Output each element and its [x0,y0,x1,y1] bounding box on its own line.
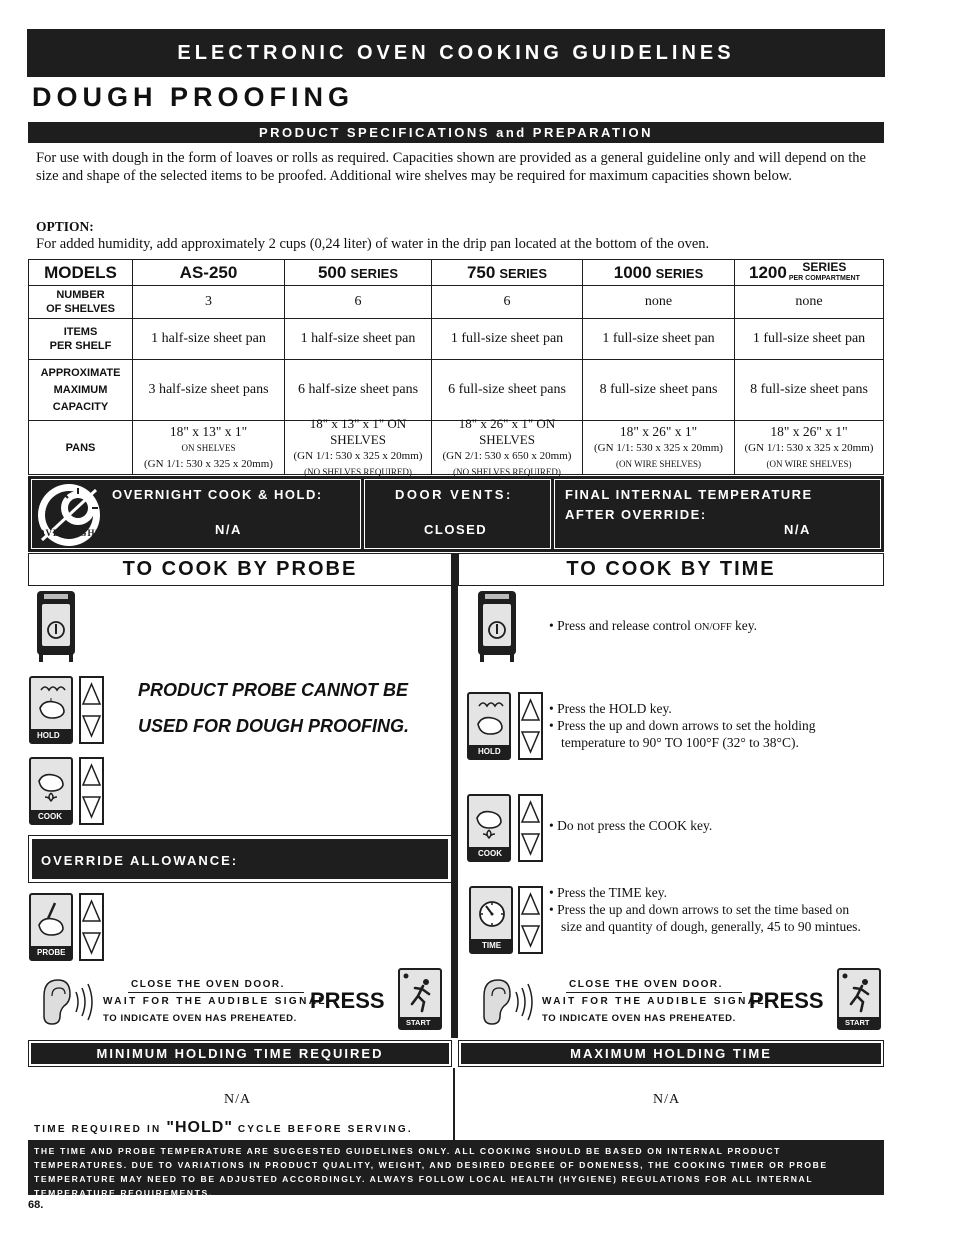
time-key[interactable] [469,886,513,954]
pan-note: (GN 1/1: 530 x 325 x 20mm) [594,441,723,454]
pan-note: (GN 2/1: 530 x 650 x 20mm) [442,449,572,462]
row-label-line: APPROXIMATE [40,366,121,379]
table-header-row [29,260,883,286]
row-label-line: NUMBER [56,289,105,301]
table-row [29,286,883,319]
pan-size: 18" x 13" x 1" [169,423,248,439]
door-vents-value: CLOSED [424,522,488,537]
hold-note-text: CYCLE BEFORE SERVING. [232,1124,413,1135]
pan-note: (ON WIRE SHELVES) [766,458,852,469]
model-col-4 [734,260,883,285]
time-arrows[interactable] [518,886,543,954]
page-title: DOUGH PROOFING [32,82,355,112]
step-text: • Press the up and down arrows to set the holding temperature to 90° TO 100°F (32° to 38°C). [549,718,816,750]
signal-line-2: WAIT FOR THE AUDIBLE SIGNAL [103,996,327,1007]
pan-note: (ON WIRE SHELVES) [616,458,701,469]
onoff-key-name: ON/OFF [694,622,732,633]
hold-arrows[interactable] [79,676,104,744]
hold-note-key: "HOLD" [166,1119,233,1136]
cook-chicken-icon [473,800,507,844]
model-name: 750 [466,262,496,282]
running-man-icon [400,970,440,1016]
door-vents [364,479,551,549]
row-label-pans: PANS [65,441,96,454]
hold-key[interactable] [29,676,73,744]
table-cell: 6 [431,286,582,318]
spec-table [28,259,884,475]
signal-line-3: TO INDICATE OVEN HAS PREHEATED. [542,1013,736,1024]
up-down-arrows-icon [81,895,102,959]
overnight-cook-hold-value: N/A [215,522,242,537]
table-row [29,415,883,477]
table-cell: 3 [132,286,284,318]
power-key-icon [36,590,76,662]
pan-note: (NO SHELVES REQUIRED) [304,466,412,477]
signal-line-1: CLOSE THE OVEN DOOR. [569,979,723,990]
row-label-line: ITEMS [63,326,98,338]
table-cell [284,415,431,477]
step-text: key. [731,618,758,633]
model-name: 1200 [749,262,787,282]
table-cell: 8 full-size sheet pans [582,360,734,420]
table-cell [431,415,582,477]
step-onoff [549,617,757,636]
intro-paragraph: For use with dough in the form of loaves or rolls as required. Capacities shown are provided as a general guideline only and will depend on the size and shape of the selected items to be proofed. Additional wire shelves may be required for maximum capacities shown below. [36,150,866,184]
up-down-arrows-icon [81,678,102,742]
press-label: PRESS [749,988,824,1013]
final-temp-value: N/A [784,522,811,537]
table-cell [582,421,734,474]
model-col-1 [284,260,431,285]
hold-chicken-icon [35,684,69,724]
up-down-arrows-icon [520,888,541,952]
min-holding-value: N/A [224,1092,252,1107]
holding-divider [453,1068,455,1140]
table-cell [132,421,284,474]
pan-size: 18" x 26" x 1" [770,423,848,439]
probe-chicken-icon [35,899,69,943]
table-cell: 1 half-size sheet pan [132,319,284,359]
row-label-line: PER SHELF [49,340,112,352]
start-key[interactable] [837,968,881,1030]
table-cell: 1 half-size sheet pan [284,319,431,359]
signal-line-2: WAIT FOR THE AUDIBLE SIGNAL [542,996,766,1007]
probe-note-line: USED FOR DOUGH PROOFING. [138,716,410,736]
row-label-capacity [29,360,132,420]
pan-size: 18" x 13" x 1" ON SHELVES [309,415,407,447]
probe-arrows[interactable] [79,893,104,961]
model-suffix: SERIES [655,265,704,281]
model-name: AS-250 [179,262,238,282]
model-col-3 [582,260,734,285]
cook-chicken-icon [35,763,69,807]
probe-note [138,672,438,744]
hold-key-label: HOLD [31,729,71,742]
override-allowance-label: OVERRIDE ALLOWANCE: [32,839,448,879]
table-cell: none [582,286,734,318]
overnight-cook-hold-label: OVERNIGHT COOK & HOLD: [112,487,323,502]
press-label: PRESS [310,988,385,1013]
override-allowance-box [28,835,452,883]
overnight-band [28,476,884,552]
overnight-logo-text: OVERNIGHT [37,528,103,538]
hold-arrows[interactable] [518,692,543,760]
table-cell: 6 full-size sheet pans [431,360,582,420]
option-label: OPTION: [36,219,94,234]
hold-key-label: HOLD [469,745,509,758]
cook-arrows[interactable] [79,757,104,825]
table-cell: 3 half-size sheet pans [132,360,284,420]
final-temp-label-1: FINAL INTERNAL TEMPERATURE [565,487,813,502]
row-label-line: OF SHELVES [46,303,115,315]
spec-bar: PRODUCT SPECIFICATIONS and PREPARATION [28,122,884,143]
pan-size: 18" x 26" x 1" [619,423,698,439]
final-temp-label-2: AFTER OVERRIDE: [565,507,707,522]
cook-by-time-heading: TO COOK BY TIME [458,553,884,586]
model-name: 500 [317,262,347,282]
pan-note: (GN 1/1: 530 x 325 x 20mm) [293,449,423,462]
pan-note: (NO SHELVES REQUIRED) [453,466,561,477]
table-cell [734,421,883,474]
signal-underline [128,992,304,993]
step-text: • Press and release control [549,618,695,633]
max-holding-bar [458,1040,884,1067]
power-key-icon [477,590,517,662]
model-col-0 [132,260,284,285]
cook-key[interactable] [467,794,511,862]
row-label-shelves [29,286,132,318]
cook-key[interactable] [29,757,73,825]
top-banner [28,30,884,76]
step-text: • Press the TIME key. [549,885,667,900]
table-cell: 8 full-size sheet pans [734,360,883,420]
model-suffix: SERIES [802,259,847,274]
hold-note-text: TIME REQUIRED IN [34,1124,167,1135]
hold-key[interactable] [467,692,511,760]
max-holding-value: N/A [653,1092,681,1107]
cook-arrows[interactable] [518,794,543,862]
probe-note-line: PRODUCT PROBE CANNOT BE [138,680,409,700]
column-divider [451,553,458,1038]
probe-key[interactable] [29,893,73,961]
table-cell: 1 full-size sheet pan [431,319,582,359]
start-key-label: START [839,1017,879,1028]
hold-steps [549,700,869,751]
model-suffix: SERIES [350,265,399,281]
door-vents-label: DOOR VENTS: [395,487,513,502]
signal-line-1: CLOSE THE OVEN DOOR. [131,979,285,990]
start-key[interactable] [398,968,442,1030]
min-holding-bar [28,1040,452,1067]
models-label: MODELS [44,262,117,282]
up-down-arrows-icon [520,694,541,758]
overnight-moon-icon [34,482,104,548]
table-cell: 6 half-size sheet pans [284,360,431,420]
pan-note: (GN 1/1: 530 x 325 x 20mm) [144,457,273,470]
step-text: • Press the up and down arrows to set the time based on size and quantity of dough, generally, 45 to 90 mintues. [549,902,861,934]
pan-size: 18" x 26" x 1" ON SHELVES [458,415,556,447]
table-cell: none [734,286,883,318]
max-holding-label: MAXIMUM HOLDING TIME [461,1043,881,1064]
table-row [29,319,883,360]
pan-note: (GN 1/1: 530 x 325 x 20mm) [744,441,874,454]
table-cell: 6 [284,286,431,318]
page-number: 68. [28,1199,44,1211]
disclaimer: THE TIME AND PROBE TEMPERATURE ARE SUGGESTED GUIDELINES ONLY. ALL COOKING SHOULD BE BASED ON INTERNAL PRODUCT TEMPERATURES. DUE TO VARIATIONS IN PRODUCT QUALITY, WEIGHT, AND DESIRED DEGREE OF DONENESS, THE COOKING TIMER OR PROBE TEMPERATURE MAY NEED TO BE ADJUSTED ACCORDINGLY. ALWAYS FOLLOW LOCAL HEALTH (HYGIENE) REGULATIONS FOR ALL INTERNAL TEMPERATURE REQUIREMENTS. [28,1140,884,1195]
row-label-line: CAPACITY [52,400,109,413]
time-key-label: TIME [471,939,511,952]
row-label-line: MAXIMUM [53,383,108,396]
running-man-icon [839,970,879,1016]
time-steps [549,884,869,935]
min-holding-label: MINIMUM HOLDING TIME REQUIRED [31,1043,449,1064]
model-note: PER COMPARTMENT [788,274,860,282]
pan-note: ON SHELVES [181,442,236,453]
signal-underline [566,992,742,993]
table-row [29,360,883,421]
model-name: 1000 [613,262,652,282]
cook-by-probe-heading: TO COOK BY PROBE [28,553,452,586]
cook-key-label: COOK [31,810,71,823]
ear-icon [476,978,538,1028]
probe-key-label: PROBE [31,946,71,959]
step-cook: • Do not press the COOK key. [549,818,713,833]
ear-icon [36,978,98,1028]
table-cell: 1 full-size sheet pan [734,319,883,359]
option-text: For added humidity, add approximately 2 cups (0,24 liter) of water in the drip pan located at the bottom of the oven. [36,236,710,252]
signal-line-3: TO INDICATE OVEN HAS PREHEATED. [103,1013,297,1024]
up-down-arrows-icon [81,759,102,823]
model-col-2 [431,260,582,285]
overnight-cook-hold [31,479,361,549]
timer-icon [477,896,507,934]
row-label-items [29,319,132,359]
hold-chicken-icon [473,700,507,740]
banner-title: ELECTRONIC OVEN COOKING GUIDELINES [177,41,735,64]
table-cell: 1 full-size sheet pan [582,319,734,359]
cook-key-label: COOK [469,847,509,860]
step-text: • Press the HOLD key. [549,701,672,716]
model-suffix: SERIES [499,265,548,281]
final-internal-temp [554,479,881,549]
up-down-arrows-icon [520,796,541,860]
hold-cycle-note [34,1119,413,1137]
start-key-label: START [400,1017,440,1028]
